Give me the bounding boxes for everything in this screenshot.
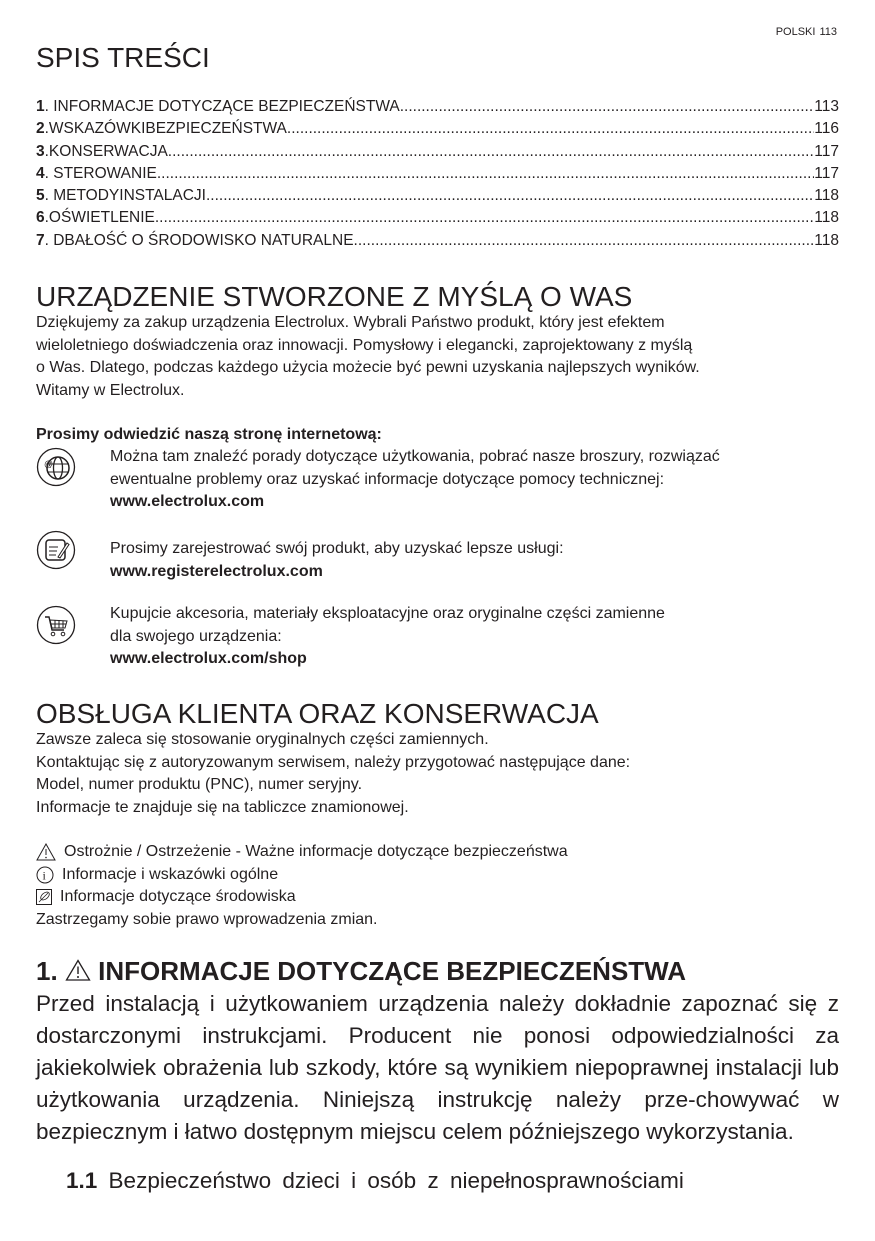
text-line: ewentualne problemy oraz uzyskać informacje dotyczące pomocy technicznej: bbox=[110, 470, 665, 488]
toc-item[interactable] bbox=[36, 96, 839, 118]
legend-label: Ostrożnie / Ostrzeżenie - Ważne informacje dotyczące bezpieczeństwa bbox=[64, 843, 568, 860]
svg-text:i: i bbox=[42, 868, 46, 883]
legend-environment bbox=[36, 886, 630, 909]
text-line: Kupujcie akcesoria, materiały eksploatacyjne oraz oryginalne części zamienne bbox=[110, 605, 665, 622]
service-text bbox=[36, 729, 630, 931]
toc-page: 117 bbox=[814, 164, 839, 182]
info-icon bbox=[36, 866, 54, 884]
toc-item[interactable] bbox=[36, 118, 839, 140]
toc-page: 118 bbox=[814, 209, 839, 227]
toc-item[interactable] bbox=[36, 141, 839, 163]
toc-label: . DBAŁOŚĆ O ŚRODOWISKO NATURALNE bbox=[44, 231, 354, 249]
toc-leader bbox=[206, 185, 814, 207]
toc-number: 7 bbox=[36, 231, 45, 249]
link-block-register bbox=[110, 538, 564, 583]
toc-page: 117 bbox=[814, 142, 839, 160]
text-line: Zawsze zaleca się stosowanie oryginalnych części zamiennych. bbox=[36, 731, 489, 748]
toc-number: 5 bbox=[36, 187, 45, 205]
page-header bbox=[772, 26, 837, 38]
svg-text:@: @ bbox=[44, 459, 54, 469]
link-block-website bbox=[110, 446, 720, 514]
toc-leader bbox=[155, 207, 814, 229]
section-number: 1. bbox=[36, 956, 58, 986]
text-line: Dziękujemy za zakup urządzenia Electrolux. Wybrali Państwo produkt, który jest efektem bbox=[36, 314, 665, 331]
toc-title: SPIS TREŚCI bbox=[36, 42, 210, 73]
toc-page: 113 bbox=[814, 98, 839, 115]
legend-info bbox=[36, 864, 630, 887]
toc-number: 2 bbox=[36, 120, 45, 138]
toc-item[interactable] bbox=[36, 207, 839, 229]
toc-leader bbox=[287, 118, 814, 140]
visit-label: Prosimy odwiedzić naszą stronę internetową: bbox=[36, 426, 382, 443]
toc-page: 118 bbox=[814, 231, 839, 249]
toc-label: . METODYINSTALACJI bbox=[44, 187, 206, 205]
toc-leader bbox=[168, 141, 814, 163]
text-line: wieloletniego doświadczenia oraz innowacji. Pomysłowy i elegancki, zaprojektowany z myślą bbox=[36, 336, 693, 354]
text-line: Kontaktując się z autoryzowanym serwisem, należy przygotować następujące dane: bbox=[36, 753, 631, 771]
intro-title: URZĄDZENIE STWORZONE Z MYŚLĄ O WAS bbox=[36, 281, 633, 312]
legend-label: Informacje i wskazówki ogólne bbox=[62, 865, 279, 883]
legend-warning bbox=[36, 841, 630, 864]
warning-icon bbox=[65, 959, 91, 981]
text-line: dla swojego urządzenia: bbox=[110, 627, 282, 645]
register-icon bbox=[36, 530, 76, 570]
toc-label: .OŚWIETLENIE bbox=[44, 209, 155, 227]
subsection-number: 1.1 bbox=[66, 1168, 98, 1193]
toc-page: 118 bbox=[814, 187, 839, 205]
website-link[interactable]: www.electrolux.com bbox=[110, 493, 265, 510]
text-line: Informacje te znajduje się na tabliczce znamionowej. bbox=[36, 798, 409, 816]
warning-icon bbox=[36, 843, 56, 861]
section-1-heading bbox=[36, 956, 686, 987]
changes-note: Zastrzegamy sobie prawo wprowadzenia zmian. bbox=[36, 910, 378, 928]
register-link[interactable]: www.registerelectrolux.com bbox=[110, 562, 323, 580]
toc-leader bbox=[400, 96, 815, 118]
link-block-shop bbox=[110, 603, 665, 671]
shop-link[interactable]: www.electrolux.com/shop bbox=[110, 650, 307, 667]
toc-label: . INFORMACJE DOTYCZĄCE BEZPIECZEŃSTWA bbox=[44, 98, 400, 115]
subsection-heading bbox=[66, 1168, 684, 1194]
table-of-contents bbox=[36, 96, 839, 252]
toc-item[interactable] bbox=[36, 185, 839, 207]
text-line: Witamy w Electrolux. bbox=[36, 381, 185, 399]
toc-number: 4 bbox=[36, 164, 45, 182]
globe-icon bbox=[36, 447, 76, 487]
text-line: Model, numer produktu (PNC), numer seryjny. bbox=[36, 776, 363, 793]
language-label: POLSKI bbox=[775, 26, 816, 38]
section-title: INFORMACJE DOTYCZĄCE BEZPIECZEŃSTWA bbox=[98, 956, 687, 986]
toc-leader bbox=[354, 230, 815, 252]
legend-label: Informacje dotyczące środowiska bbox=[60, 888, 296, 905]
leaf-icon bbox=[36, 889, 52, 905]
page-number: 113 bbox=[819, 26, 837, 38]
text-line: Prosimy zarejestrować swój produkt, aby uzyskać lepsze usługi: bbox=[110, 540, 564, 557]
toc-label: .KONSERWACJA bbox=[44, 142, 168, 160]
text-line: Można tam znaleźć porady dotyczące użytkowania, pobrać nasze broszury, rozwiązać bbox=[110, 448, 720, 465]
intro-text bbox=[36, 312, 700, 402]
subsection-title: Bezpieczeństwo dzieci i osób z niepełnosprawnościami bbox=[108, 1168, 684, 1193]
toc-page: 116 bbox=[814, 120, 839, 138]
service-title: OBSŁUGA KLIENTA ORAZ KONSERWACJA bbox=[36, 698, 599, 729]
toc-number: 1 bbox=[36, 98, 45, 115]
safety-paragraph: Przed instalacją i użytkowaniem urządzenia należy dokładnie zapoznać się z dostarczonymi instrukcjami. Producent nie ponosi odpowiedzialności za jakiekolwiek obrażenia lub szkody, które są wynikiem niepoprawnej instalacji lub użytkowania urządzenia. Niniejszą instrukcję należy prze-chowywać w bezpiecznym i łatwo dostępnym miejscu celem późniejszego wykorzystania. bbox=[36, 991, 839, 1144]
toc-leader bbox=[157, 163, 814, 185]
toc-number: 3 bbox=[36, 142, 45, 160]
toc-label: . STEROWANIE bbox=[44, 164, 157, 182]
cart-icon bbox=[36, 605, 76, 645]
toc-number: 6 bbox=[36, 209, 45, 227]
toc-item[interactable] bbox=[36, 163, 839, 185]
text-line: o Was. Dlatego, podczas każdego użycia możecie być pewni uzyskania najlepszych wyników. bbox=[36, 359, 700, 376]
toc-label: .WSKAZÓWKIBEZPIECZEŃSTWA bbox=[44, 120, 287, 138]
toc-item[interactable] bbox=[36, 230, 839, 252]
